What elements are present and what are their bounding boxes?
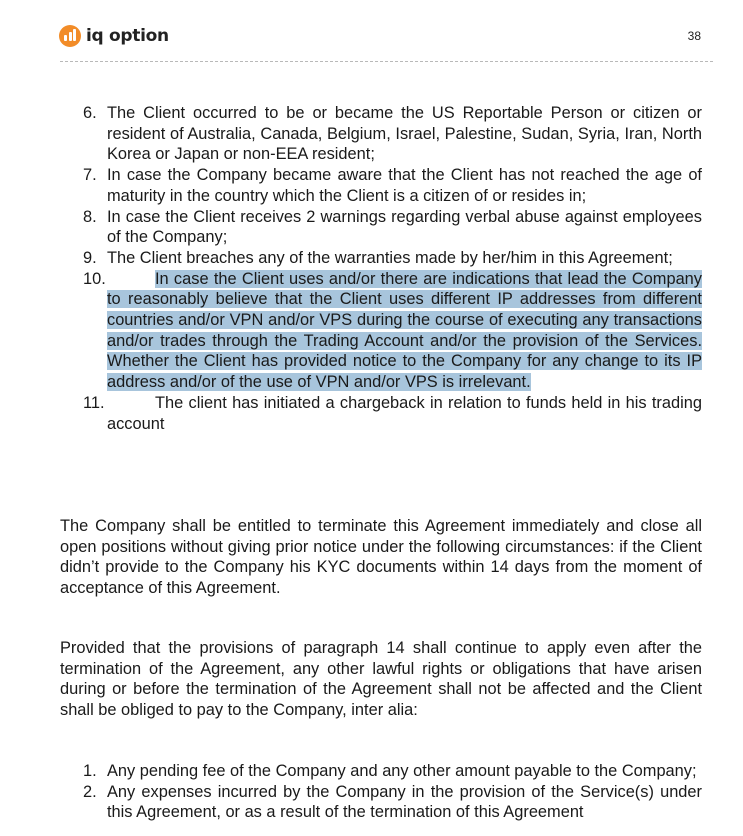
iq-option-logo (59, 25, 169, 47)
list-item-number: 6. (83, 104, 97, 122)
list-item (60, 165, 702, 206)
list-item-text: The client has initiated a chargeback in relation to funds held in his trading account (107, 393, 702, 433)
list-item-number: 8. (83, 207, 97, 226)
list-item (60, 782, 702, 823)
list-item-number: 1. (83, 762, 97, 780)
list-item-number: 11. (83, 393, 105, 412)
list-item-text: The Client breaches any of the warranties made by her/him in this Agreement; (107, 248, 673, 267)
list-item (60, 207, 702, 248)
list-item-number: 9. (83, 248, 97, 267)
highlighted-selection[interactable]: In case the Client uses and/or there are indications that lead the Company to reasonably believe that the Client uses different IP addresses from different countries and/or VPN and/or VPS during the course of executing any transactions and/or trades through the Trading Account and/or the provision of the Services. Whether the Client has provided notice to the Company for any change to its IP address and/or of the use of VPN and/or VPS is irrelevant. (107, 269, 702, 392)
page-header (0, 0, 743, 62)
termination-list (60, 103, 702, 434)
list-item-number: 2. (83, 782, 97, 801)
payment-list (60, 761, 702, 823)
list-item-number: 10. (83, 269, 106, 288)
paragraph-provisions: Provided that the provisions of paragraph 14 shall continue to apply even after the termination of the Agreement, any other lawful rights or obligations that have arisen during or before the termination of the Agreement shall not be affected and the Client shall be obliged to pay to the Company, inter alia: (60, 639, 702, 720)
paragraph-kyc: The Company shall be entitled to terminate this Agreement immediately and close all open positions without giving prior notice under the following circumstances: if the Client didn’t provide to the Company his KYC documents within 14 days from the moment of acceptance of this Agreement. (60, 517, 702, 598)
list-item-text: Any expenses incurred by the Company in the provision of the Service(s) under this Agreement, or as a result of the termination of this Agreement (107, 782, 702, 822)
list-item (60, 393, 702, 434)
list-item-text: In case the Company became aware that the Client has not reached the age of maturity in the country which the Client is a citizen of or resides in; (107, 166, 702, 205)
list-item-number: 7. (83, 166, 97, 185)
list-item (60, 761, 702, 782)
list-item (60, 248, 702, 269)
logo-text: iq option (86, 26, 169, 46)
logo-bars-icon (59, 25, 81, 47)
list-item-text: In case the Client receives 2 warnings regarding verbal abuse against employees of the Company; (107, 207, 702, 247)
list-item (60, 103, 702, 165)
list-item-text: The Client occurred to be or became the US Reportable Person or citizen or resident of Australia, Canada, Belgium, Israel, Palestine, Sudan, Syria, Iran, North Korea or Japan or non-EEA resident; (107, 104, 702, 164)
list-item-highlighted (60, 269, 702, 393)
page-number: 38 (687, 29, 701, 43)
header-divider (60, 61, 713, 62)
list-item-text: Any pending fee of the Company and any other amount payable to the Company; (107, 762, 697, 780)
